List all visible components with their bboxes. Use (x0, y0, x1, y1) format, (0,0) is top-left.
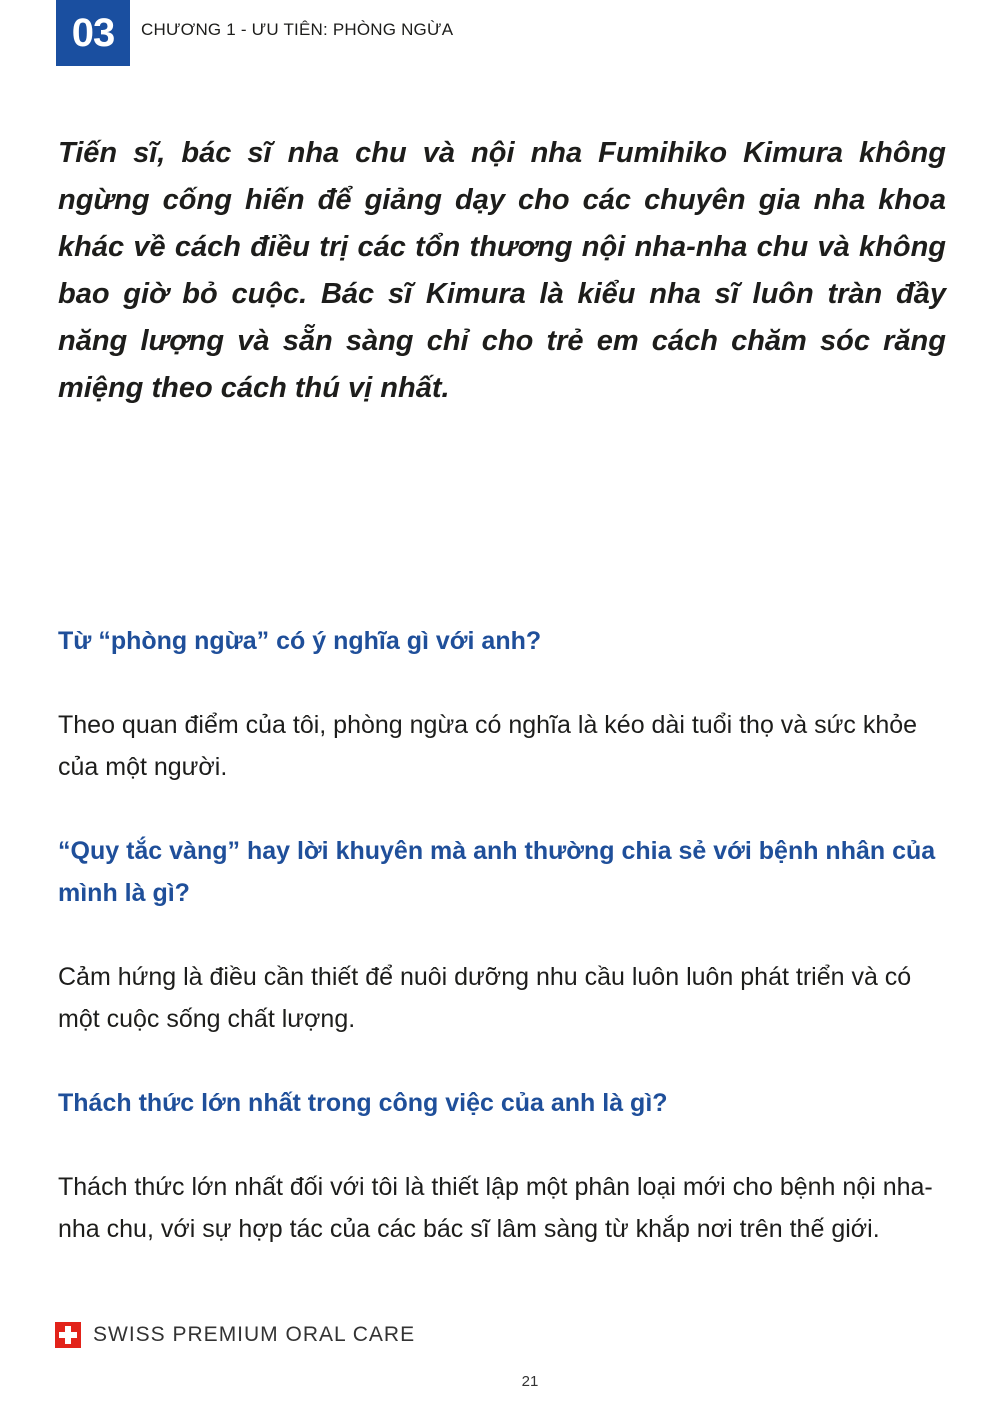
answer-3: Thách thức lớn nhất đối với tôi là thiết lập một phân loại mới cho bệnh nội nha-nha chu, với sự hợp tác của các bác sĩ lâm sàng từ khắp nơi trên thế giới. (58, 1173, 933, 1243)
intro-paragraph: Tiến sĩ, bác sĩ nha chu và nội nha Fumihiko Kimura không ngừng cống hiến để giảng dạy cho các chuyên gia nha khoa khác về cách điều trị các tổn thương nội nha-nha chu và không bao giờ bỏ cuộc. Bác sĩ Kimura là kiểu nha sĩ luôn tràn đầy năng lượng và sẵn sàng chỉ cho trẻ em cách chăm sóc răng miệng theo cách thú vị nhất. (58, 137, 946, 404)
question-3: Thách thức lớn nhất trong công việc của anh là gì? (58, 1089, 668, 1117)
swiss-cross-icon (55, 1322, 81, 1348)
answer-2: Cảm hứng là điều cần thiết để nuôi dưỡng nhu cầu luôn luôn phát triển và có một cuộc sống chất lượng. (58, 963, 912, 1033)
footer-brand (55, 1322, 415, 1348)
chapter-number-badge: 03 (56, 0, 130, 66)
answer-1: Theo quan điểm của tôi, phòng ngừa có nghĩa là kéo dài tuổi thọ và sức khỏe của một người. (58, 711, 918, 781)
brand-name: SWISS PREMIUM ORAL CARE (93, 1323, 416, 1346)
chapter-title: CHƯƠNG 1 - ƯU TIÊN: PHÒNG NGỪA (141, 20, 454, 39)
question-1: Từ “phòng ngừa” có ý nghĩa gì với anh? (58, 627, 542, 655)
question-2: “Quy tắc vàng” hay lời khuyên mà anh thường chia sẻ với bệnh nhân của mình là gì? (58, 837, 936, 907)
page-number: 21 (521, 1373, 539, 1390)
